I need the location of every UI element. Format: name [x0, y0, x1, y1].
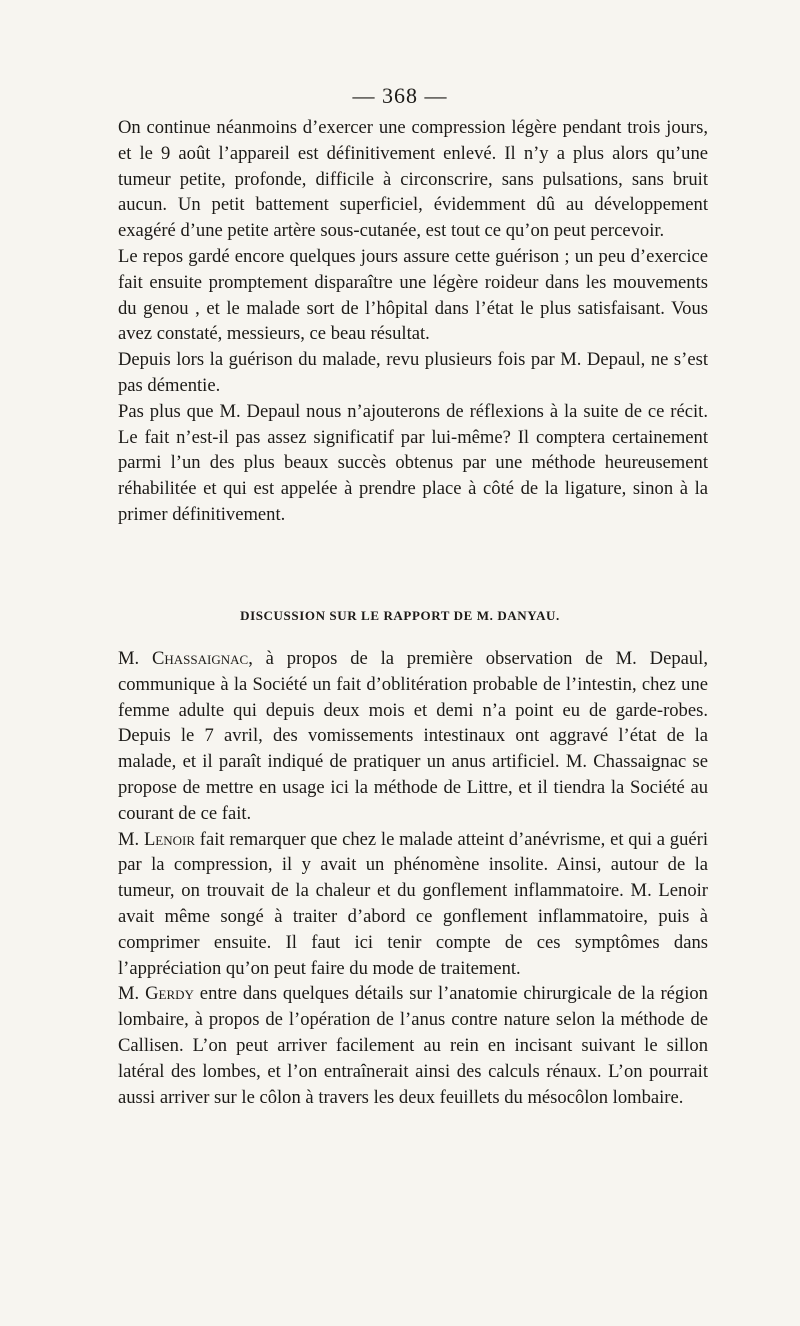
paragraph-1: On continue néanmoins d’exercer une compression légère pendant trois jours, et le 9 août l’appareil est définitivement enlevé. Il n’y a plus alors qu’une tumeur petite, profonde, difficile à circonscrire, sans pulsations, sans bruit aucun. Un petit battement superficiel, évidemment dû au développement exagéré d’une petite artère sous-cutanée, est tout ce qu’on peut percevoir.: [118, 117, 708, 242]
paragraph-body: , à propos de la première observation de M. Depaul, communique à la Société un fait d’oblitération probable de l’intestin, chez une femme adulte qui depuis deux mois et demi n’a point eu de garde-robes. Depuis le 7 avril, des vomissements intestinaux ont aggravé l’état de la malade, et il paraît indiqué de pratiquer un anus artificiel. M. Chassaignac se propose de mettre en usage ici la méthode de Littre, et il tiendra la Société au courant de ce fait.: [118, 648, 708, 824]
paragraph-4: Pas plus que M. Depaul nous n’ajouterons de réflexions à la suite de ce récit. Le fait n’est-il pas assez significatif par lui-même? Il comptera certainement parmi l’un des plus beaux succès obtenus par une méthode heureusement réhabilitée et qui est appelée à prendre place à côté de la ligature, sinon à la primer définitivement.: [118, 400, 708, 525]
paragraph-body: fait remarquer que chez le malade atteint d’anévrisme, et qui a guéri par la compression, il y avait un phénomène insolite. Ainsi, autour de la tumeur, on trouvait de la chaleur et du gonflement inflammatoire. M. Lenoir avait même songé à traiter d’abord ce gonflement inflammatoire, puis à comprimer ensuite. Il faut ici tenir compte de ces symptômes dans l’appréciation qu’on peut faire du mode de traitement.: [118, 828, 709, 979]
section-heading: DISCUSSION SUR LE RAPPORT DE M. DANYAU.: [240, 608, 560, 623]
paragraph-gerdy: [118, 981, 708, 1110]
text-block-after-heading: [118, 646, 708, 1110]
paragraph-3: Depuis lors la guérison du malade, revu plusieurs fois par M. Depaul, ne s’est pas démentie.: [118, 349, 708, 396]
speaker-name: M. Gerdy: [118, 983, 194, 1005]
speaker-name: M. Lenoir: [118, 828, 196, 850]
speaker-name: M. Chassaignac: [118, 648, 249, 669]
paragraph-chassaignac: [118, 646, 708, 827]
paragraph-body: entre dans quelques détails sur l’anatomie chirurgicale de la région lombaire, à propos de l’opération de l’anus contre nature selon la méthode de Callisen. L’on peut arriver facilement au rein en incisant suivant le sillon latéral des lombes, et l’on entraînerait ainsi des calculs rénaux. L’on pourrait aussi arriver sur le côlon à travers les deux feuillets du mésocôlon lombaire.: [118, 983, 708, 1108]
paragraph-lenoir: [118, 827, 708, 982]
page-number: — 368 —: [352, 83, 448, 108]
text-block-before-heading: [118, 115, 708, 528]
paragraph-2: Le repos gardé encore quelques jours assure cette guérison ; un peu d’exercice fait ensuite promptement disparaître une légère roideur dans les mouvements du genou , et le malade sort de l’hôpital dans l’état le plus satisfaisant. Vous avez constaté, messieurs, ce beau résultat.: [118, 245, 708, 345]
